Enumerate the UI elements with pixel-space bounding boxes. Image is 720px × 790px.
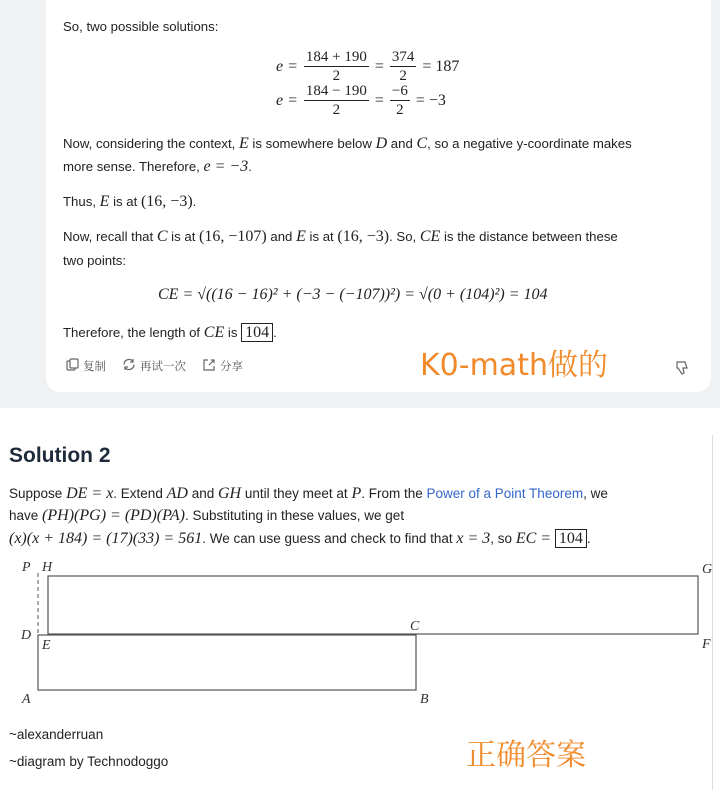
equation-e-negative: e = $\frac{184 - 190}{2}$ = $\frac{-6}{2}$ = −3	[276, 83, 446, 118]
rectangles-diagram	[0, 555, 720, 715]
label-g: G	[702, 562, 713, 577]
equation-e-positive: e = $\frac{184 + 190}{2}$ = $\frac{374}{2}$ = 187	[276, 49, 460, 84]
solution-title: Solution 2	[9, 444, 111, 467]
watermark-correct-answer: 正确答案	[466, 738, 586, 773]
context-line-2: more sense. Therefore, e = −3.	[63, 158, 252, 175]
label-e: E	[42, 638, 51, 653]
label-d: D	[21, 628, 32, 643]
ce-distance-equation: CE = √((16 − 16)² + (−3 − (−107))²) = √(0 + (104)²) = 104	[158, 286, 548, 303]
answer-box: 104	[241, 323, 273, 342]
answer-box-solution: 104	[555, 529, 587, 548]
recall-line-1: Now, recall that C is at (16, −107) and E is at (16, −3). So, CE is the distance between these	[63, 228, 618, 245]
thus-line: Thus, E is at (16, −3).	[63, 193, 197, 210]
therefore-line: Therefore, the length of CE is 104 .	[63, 324, 277, 341]
watermark-k0-math: K0-math做的	[420, 348, 608, 383]
recall-line-2: two points:	[63, 253, 127, 268]
message-toolbar	[66, 358, 243, 374]
label-a: A	[22, 692, 31, 707]
context-line-1: Now, considering the context, E is somewhere below D and C, so a negative y-coordinate makes	[63, 135, 632, 152]
share-icon	[202, 358, 216, 374]
power-of-point-link[interactable]: Power of a Point Theorem	[426, 486, 584, 501]
author-credit: ~alexanderruan	[9, 727, 104, 742]
retry-button[interactable]: 再试一次	[122, 358, 186, 374]
rectangle-efgh	[48, 576, 698, 634]
diagram-credit: ~diagram by Technodoggo	[9, 754, 169, 769]
chat-answer-card	[46, 0, 711, 392]
solution-line-2: have (PH)(PG) = (PD)(PA). Substituting in these values, we get	[9, 507, 405, 524]
label-p: P	[22, 560, 31, 575]
refresh-icon	[122, 358, 136, 374]
thumbs-down-icon[interactable]	[674, 360, 690, 381]
share-button[interactable]: 分享	[202, 358, 243, 374]
rectangle-abcd	[38, 635, 416, 690]
copy-icon	[66, 358, 79, 374]
intro-text: So, two possible solutions:	[63, 19, 219, 34]
copy-button[interactable]: 复制	[66, 358, 106, 374]
label-c: C	[410, 619, 420, 634]
label-b: B	[420, 692, 429, 707]
solution-line-3: (x)(x + 184) = (17)(33) = 561. We can use guess and check to find that x = 3, so EC = 104 .	[9, 530, 591, 547]
label-h: H	[42, 560, 53, 575]
solution-line-1: Suppose DE = x. Extend AD and GH until they meet at P. From the Power of a Point Theorem, we	[9, 485, 608, 502]
label-f: F	[702, 637, 711, 652]
